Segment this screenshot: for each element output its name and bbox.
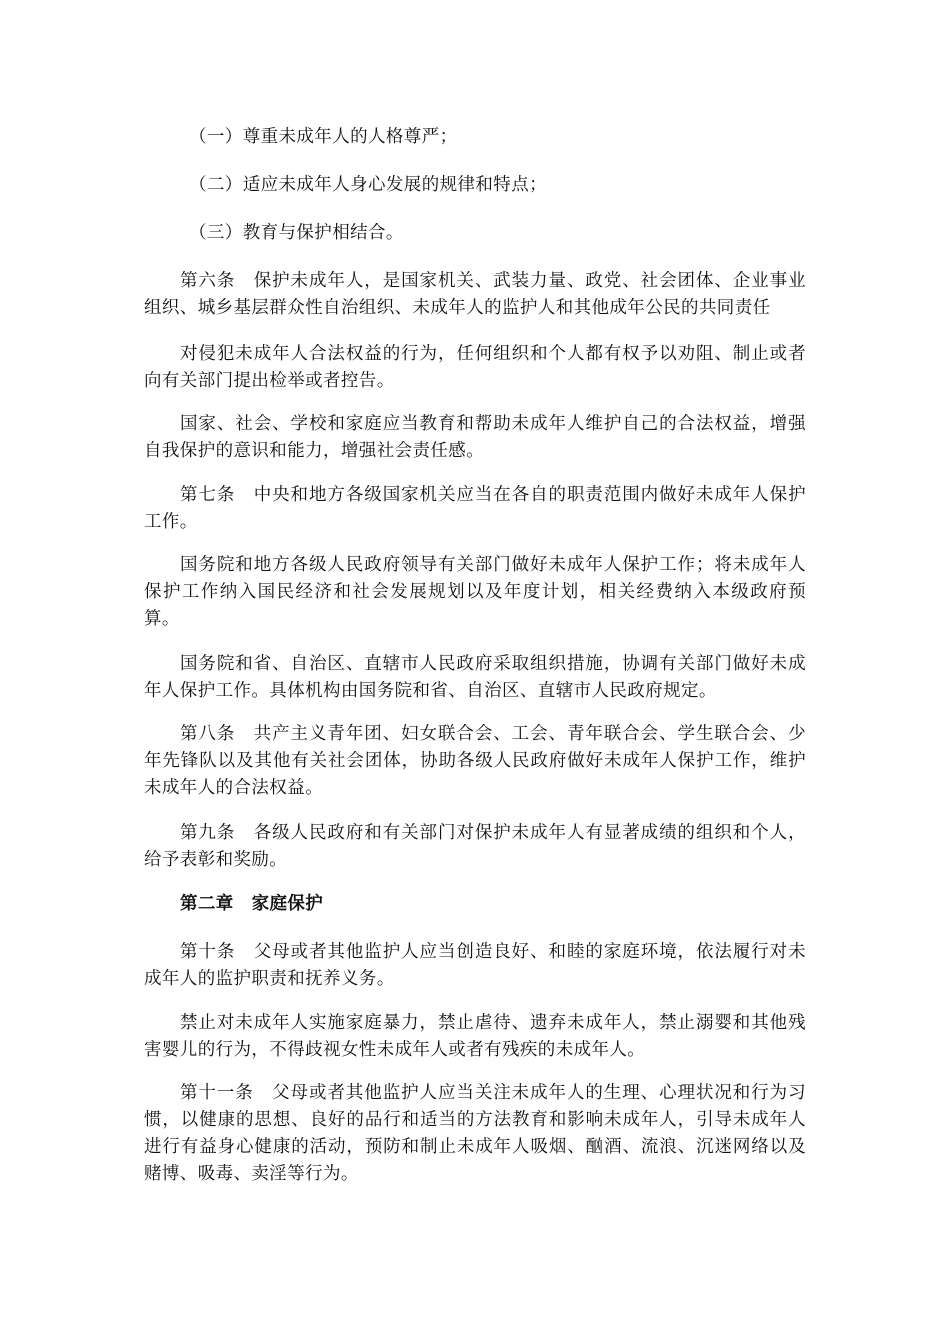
article-10-paragraph: 第十条 父母或者其他监护人应当创造良好、和睦的家庭环境，依法履行对未成年人的监护职责和抚养义务。 <box>144 942 806 989</box>
paragraph-domestic-violence-ban: 禁止对未成年人实施家庭暴力，禁止虐待、遗弃未成年人，禁止溺婴和其他残害婴儿的行为，不得歧视女性未成年人或者有残疾的未成年人。 <box>144 1013 806 1060</box>
paragraph-self-protection: 国家、社会、学校和家庭应当教育和帮助未成年人维护自己的合法权益，增强自我保护的意识和能力，增强社会责任感。 <box>144 414 806 461</box>
paragraph-state-council-planning: 国务院和地方各级人民政府领导有关部门做好未成年人保护工作；将未成年人保护工作纳入国民经济和社会发展规划以及年度计划，相关经费纳入本级政府预算。 <box>144 555 806 629</box>
article-9-paragraph: 第九条 各级人民政府和有关部门对保护未成年人有显著成绩的组织和个人，给予表彰和奖励。 <box>144 823 806 870</box>
article-8-paragraph: 第八条 共产主义青年团、妇女联合会、工会、青年联合会、学生联合会、少年先锋队以及其他有关社会团体，协助各级人民政府做好未成年人保护工作，维护未成年人的合法权益。 <box>144 724 806 798</box>
list-item-2: （二）适应未成年人身心发展的规律和特点； <box>189 175 547 195</box>
chapter-heading: 第二章 家庭保护 <box>180 894 324 914</box>
list-item-1: （一）尊重未成年人的人格尊严； <box>189 127 458 147</box>
article-11-paragraph: 第十一条 父母或者其他监护人应当关注未成年人的生理、心理状况和行为习惯，以健康的思想、良好的品行和适当的方法教育和影响未成年人，引导未成年人进行有益身心健康的活动，预防和制止未成年人吸烟、酗酒、流浪、沉迷网络以及赌博、吸毒、卖淫等行为。 <box>144 1083 806 1184</box>
article-6-paragraph: 第六条 保护未成年人，是国家机关、武装力量、政党、社会团体、企业事业组织、城乡基层群众性自治组织、未成年人的监护人和其他成年公民的共同责任 <box>144 271 806 318</box>
list-item-3: （三）教育与保护相结合。 <box>189 223 404 243</box>
article-7-paragraph: 第七条 中央和地方各级国家机关应当在各自的职责范围内做好未成年人保护工作。 <box>144 485 806 532</box>
paragraph-organizational-measures: 国务院和省、自治区、直辖市人民政府采取组织措施，协调有关部门做好未成年人保护工作。具体机构由国务院和省、自治区、直辖市人民政府规定。 <box>144 654 806 701</box>
paragraph-infringement-reporting: 对侵犯未成年人合法权益的行为，任何组织和个人都有权予以劝阻、制止或者向有关部门提出检举或者控告。 <box>144 344 806 391</box>
